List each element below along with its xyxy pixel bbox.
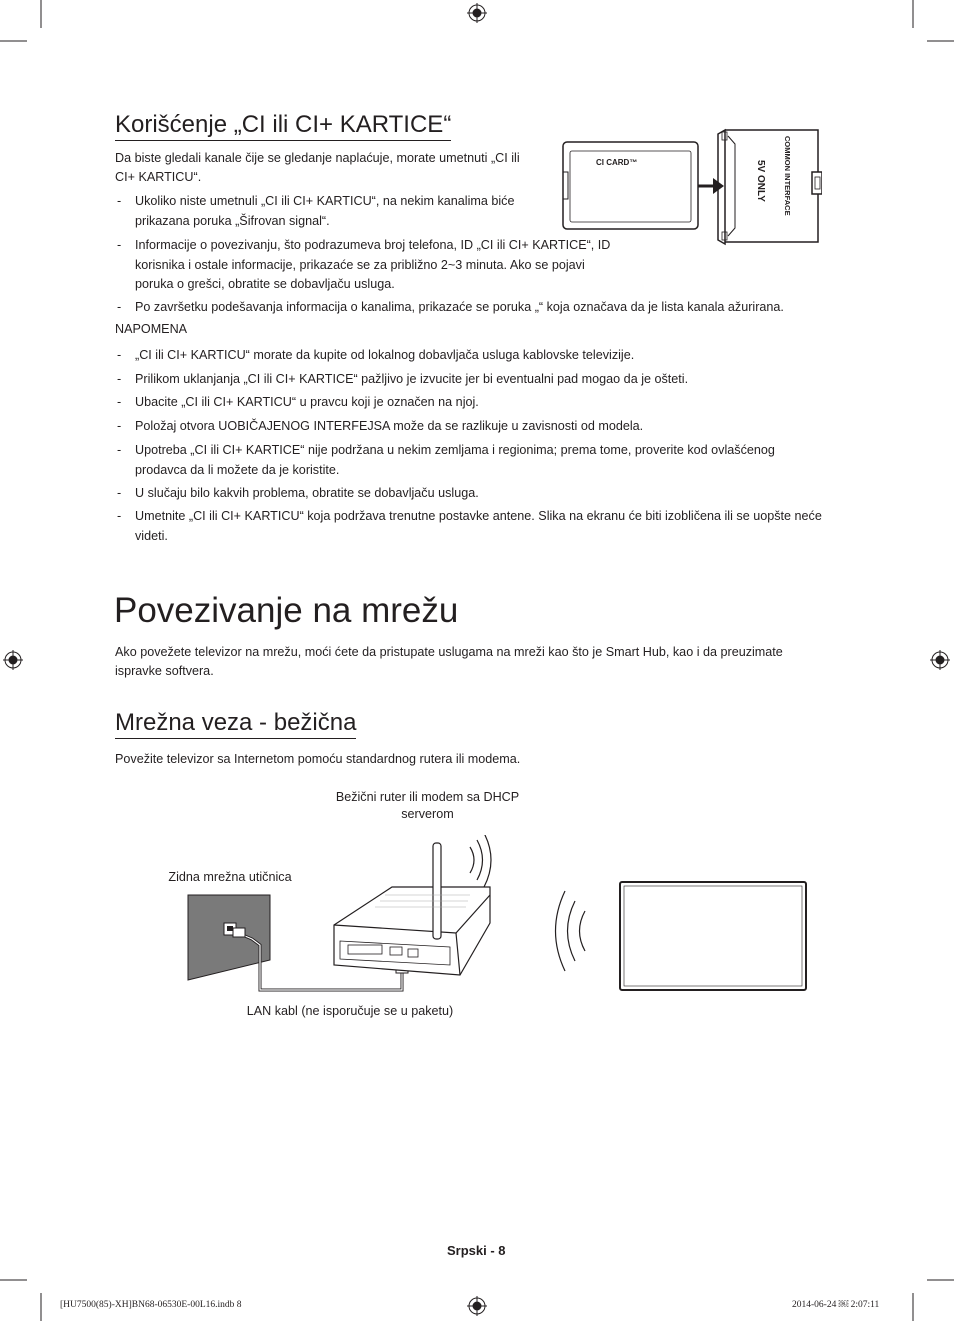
bullet-dash: -	[117, 419, 122, 433]
tv-wifi-waves-icon	[556, 891, 586, 971]
lan-cable-label: LAN kabl (ne isporučuje se u paketu)	[246, 1004, 454, 1018]
tv-icon	[620, 882, 806, 990]
note-2: Prilikom uklanjanja „CI ili CI+ KARTICE“ pažljivo je izvucite jer bi eventualni pad mogao da je ošteti.	[135, 372, 689, 386]
bullet-dash: -	[117, 348, 122, 362]
wall-socket-icon	[188, 895, 270, 980]
network-intro: Ako povežete televizor na mrežu, moći ćete da pristupate uslugama na mreži kao što je Smart Hub, kao i da preuzimate ispravke softvera.	[115, 645, 783, 678]
registration-mark-bottom	[467, 1296, 487, 1316]
router-wifi-waves-icon	[470, 835, 491, 887]
registration-mark-top	[467, 3, 487, 23]
bullet-dash: -	[117, 486, 122, 500]
ci-bullet-2: Informacije o povezivanju, što podrazumeva broj telefona, ID „CI ili CI+ KARTICE“, ID korisnika i ostale informacije, prikazaće se za približno 2~3 minuta. Ako se pojavi poruka o grešci, obratite se dobavljaču usluga.	[135, 238, 611, 291]
bullet-dash: -	[117, 443, 122, 457]
slot-label-5v-only: 5V ONLY	[755, 160, 766, 202]
bullet-dash: -	[117, 238, 122, 252]
bullet-dash: -	[117, 395, 122, 409]
wireless-intro: Povežite televizor sa Internetom pomoću standardnog rutera ili modema.	[115, 752, 521, 766]
section-title-network: Povezivanje na mrežu	[114, 591, 459, 630]
footer-date: 2014-06-24 ￼ 2:07:11	[792, 1300, 880, 1310]
bullet-dash: -	[117, 300, 122, 314]
registration-mark-right	[930, 650, 950, 670]
note-4: Položaj otvora UOBIČAJENOG INTERFEJSA može da se razlikuje u zavisnosti od modela.	[135, 419, 644, 433]
wall-socket-label: Zidna mrežna utičnica	[168, 870, 292, 884]
bullet-dash: -	[117, 509, 122, 523]
note-7: Umetnite „CI ili CI+ KARTICU“ koja podržava trenutne postavke antene. Slika na ekranu će biti izobličena ili se uopšte neće videti.	[135, 509, 822, 543]
ci-intro: Da biste gledali kanale čije se gledanje naplaćuje, morate umetnuti „CI ili CI+ KARTICU“.	[115, 151, 520, 184]
ci-slot-shape	[718, 130, 822, 244]
page-number: Srpski - 8	[447, 1243, 506, 1258]
note-label: NAPOMENA	[115, 322, 188, 336]
registration-mark-left	[3, 650, 23, 670]
note-3: Ubacite „CI ili CI+ KARTICU“ u pravcu koji je označen na njoj.	[135, 395, 479, 409]
note-5: Upotreba „CI ili CI+ KARTICE“ nije podržana u nekim zemljama i regionima; prema tome, proverite kod ovlašćenog prodavca da li možete da je koristite.	[135, 443, 775, 477]
ci-bullet-1: Ukoliko niste umetnuli „CI ili CI+ KARTICU“, na nekim kanalima biće prikazana poruka „Šifrovan signal“.	[135, 194, 515, 228]
slot-label-common-interface: COMMON INTERFACE	[783, 136, 792, 216]
bullet-dash: -	[117, 372, 122, 386]
note-1: „CI ili CI+ KARTICU“ morate da kupite od lokalnog dobavljača usluga kablovske televizije.	[135, 348, 635, 362]
insert-arrow-icon	[698, 178, 724, 194]
ci-bullet-3: Po završetku podešavanja informacija o kanalima, prikazaće se poruka „“ koja označava da je lista kanala ažurirana.	[135, 300, 784, 314]
ci-card-shape	[563, 142, 698, 229]
footer-file: [HU7500(85)-XH]BN68-06530E-00L16.indb 8	[60, 1300, 242, 1310]
wireless-network-diagram	[180, 835, 820, 1000]
ci-card-illustration	[560, 124, 822, 248]
section-title-wireless: Mrežna veza - bežična	[115, 709, 356, 739]
section-title-ci-card: Korišćenje „CI ili CI+ KARTICE“	[115, 111, 451, 141]
router-icon	[334, 843, 490, 975]
note-6: U slučaju bilo kakvih problema, obratite se dobavljaču usluga.	[135, 486, 479, 500]
ci-card-label: CI CARD™	[596, 158, 638, 167]
router-label: Bežični ruter ili modem sa DHCP serverom	[335, 790, 520, 821]
bullet-dash: -	[117, 194, 122, 208]
